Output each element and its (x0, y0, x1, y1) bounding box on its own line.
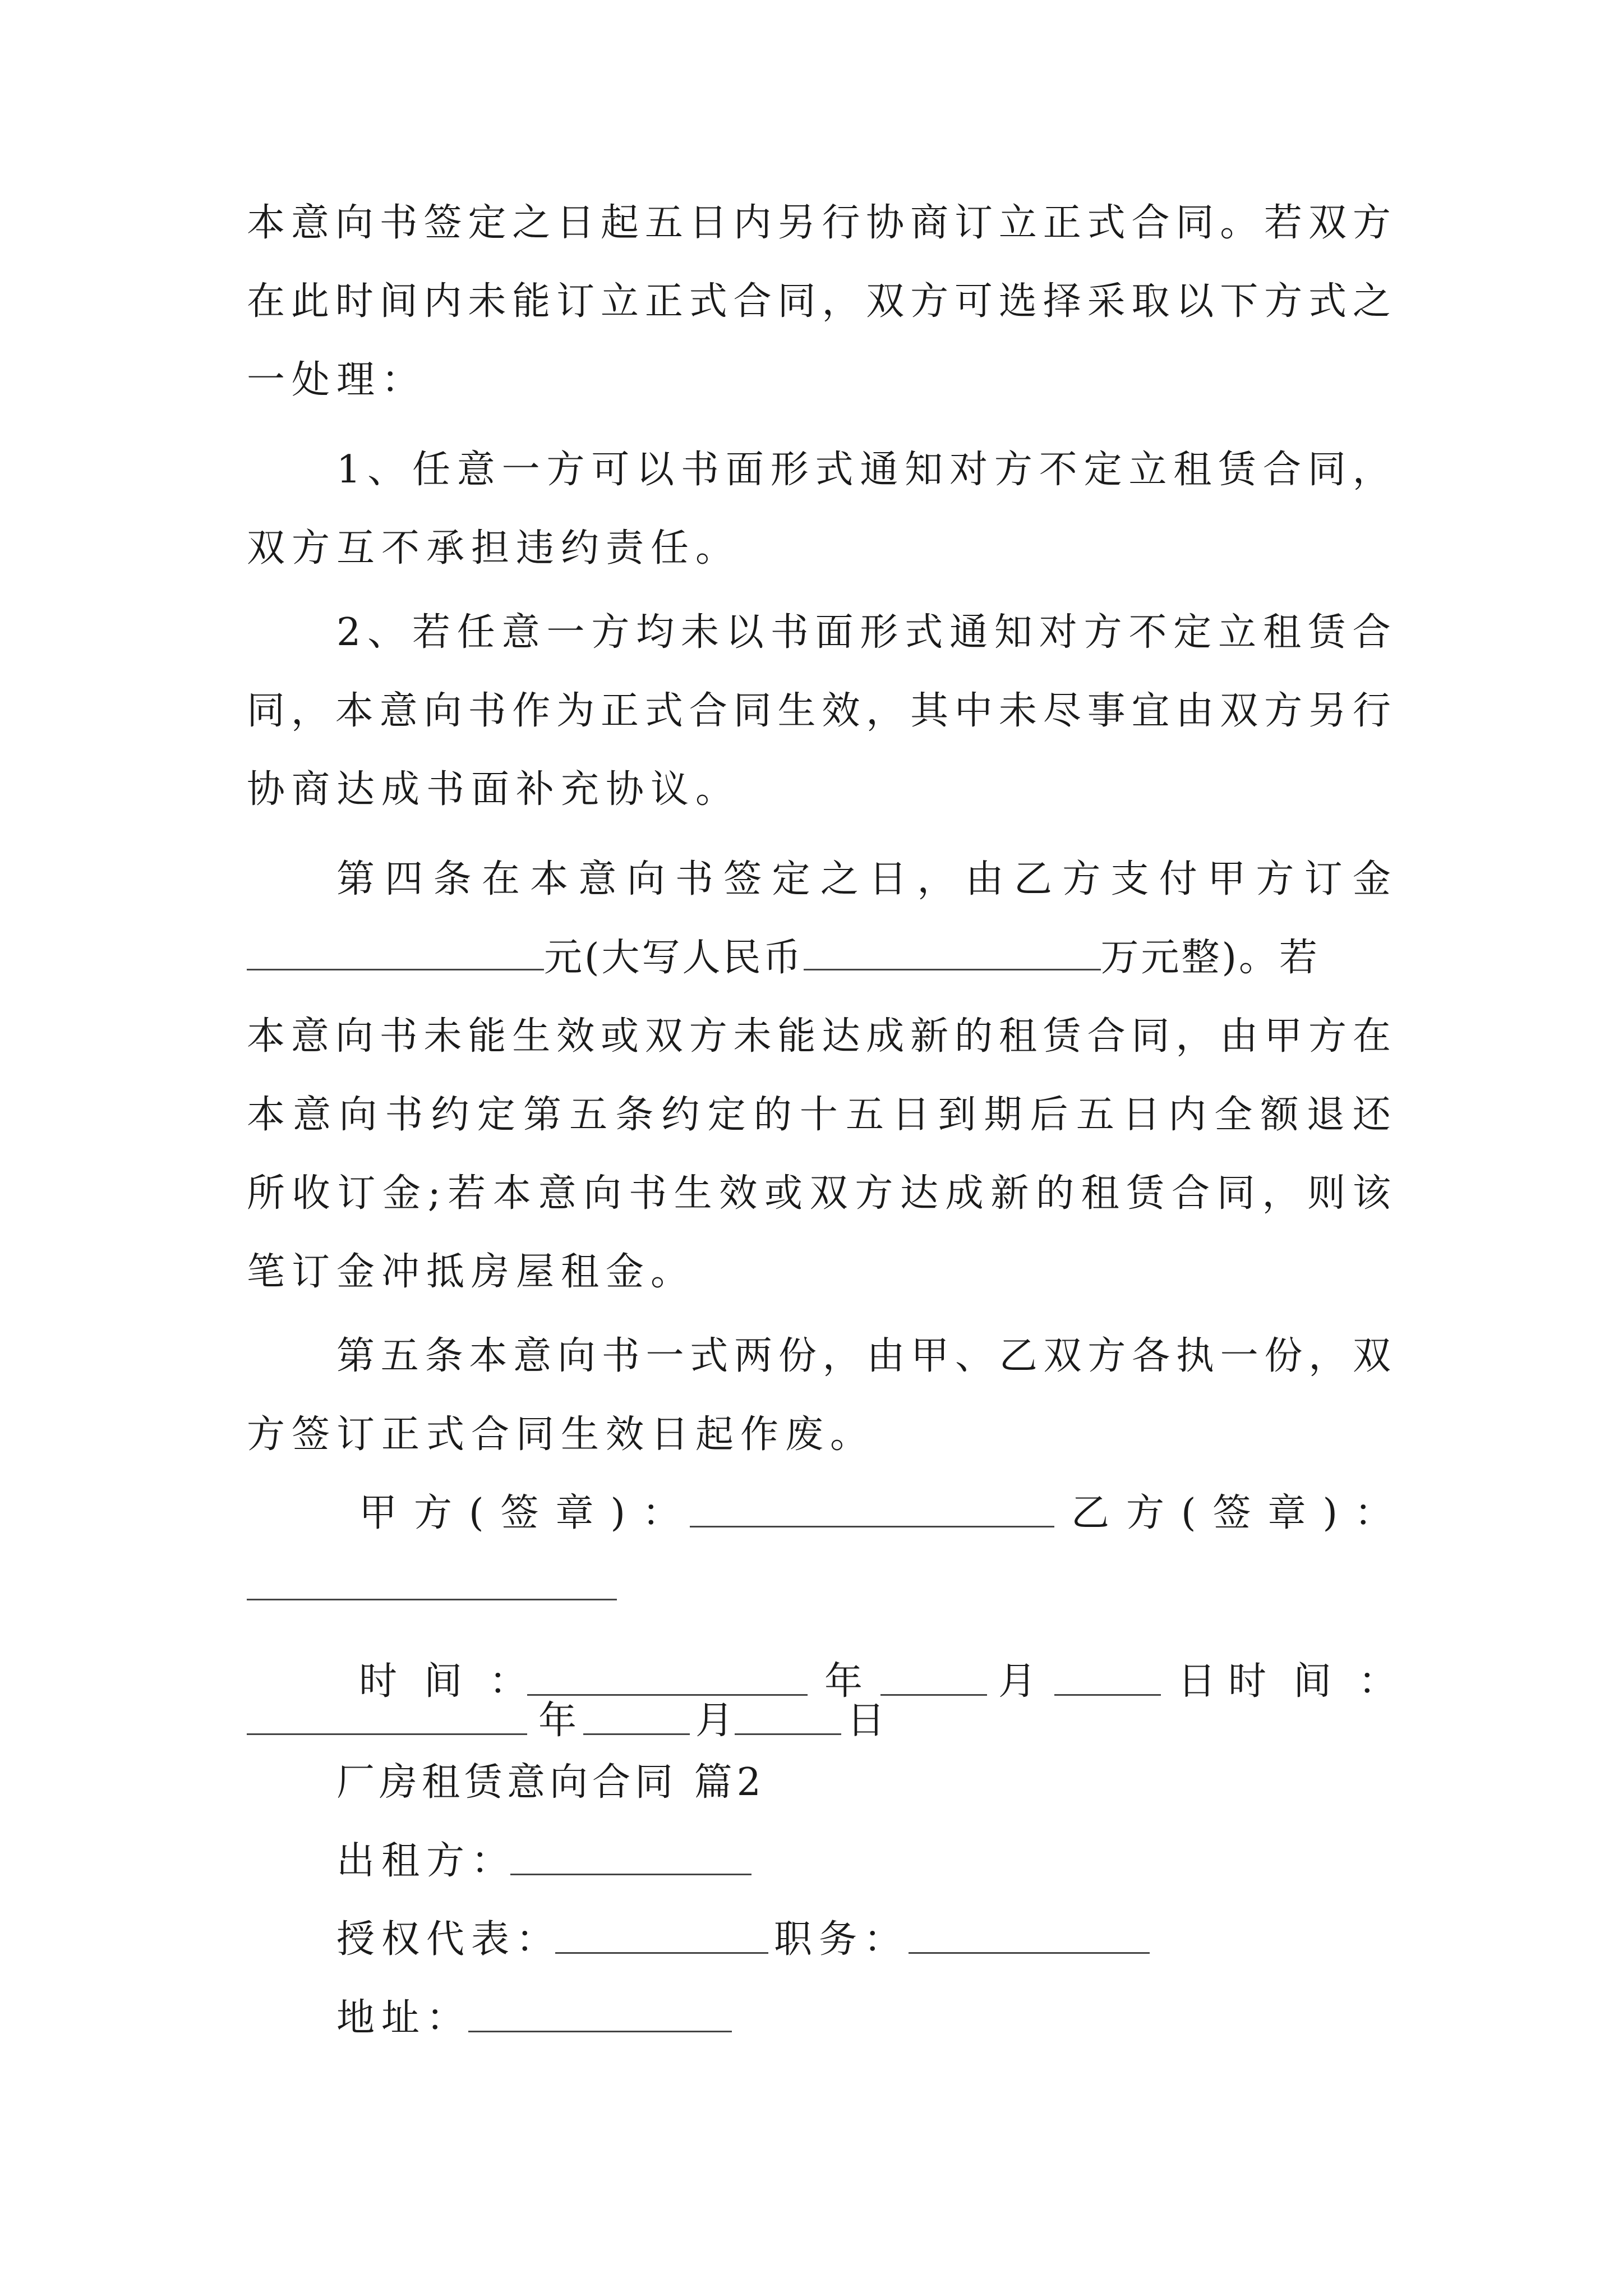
authorized-rep-label: 授权代表： (336, 1917, 561, 1962)
day-label: 日 (1178, 1659, 1223, 1704)
party-b-month-blank[interactable] (583, 1733, 690, 1735)
article-5-line: 第 五 条 本 意 向 书 一 式 两 份 ， 由 甲 、 乙 双 方 各 执 一 份 ， 双 (336, 1334, 1391, 1378)
position-blank[interactable] (909, 1952, 1150, 1954)
party-b-signature-blank[interactable] (247, 1599, 617, 1600)
lessor-blank[interactable] (510, 1874, 751, 1875)
party-a-signature-label: 甲方(签章)： (359, 1491, 698, 1535)
authorized-rep-blank[interactable] (555, 1952, 768, 1954)
lessor-label: 出租方： (336, 1839, 517, 1883)
article-4-line: 本 意 向 书 约 定 第 五 条 约 定 的 十 五 日 到 期 后 五 日 内 全 额 退 还 (247, 1093, 1391, 1137)
party-a-time-label: 时间： (359, 1659, 555, 1704)
year-label: 年 (538, 1699, 584, 1743)
list-item-1-line: 双方互不承担违约责任。 (247, 526, 741, 570)
position-label: 职务： (774, 1917, 909, 1962)
list-item-1-line: 1 、 任 意 一 方 可 以 书 面 形 式 通 知 对 方 不 定 立 租 赁 合 同 ， (336, 448, 1391, 492)
article-4-line: 笔订金冲抵房屋租金。 (247, 1250, 696, 1294)
article-4-line: 所 收 订 金 ; 若 本 意 向 书 生 效 或 双 方 达 成 新 的 租 赁 合 同 ， 则 该 (247, 1171, 1391, 1216)
year-label: 年 (824, 1659, 870, 1704)
month-label: 月 (695, 1699, 741, 1743)
party-a-signature-blank[interactable] (690, 1526, 1054, 1527)
party-b-year-blank[interactable] (247, 1733, 527, 1735)
deposit-uppercase-blank[interactable] (804, 932, 1101, 970)
day-label: 日 (847, 1699, 892, 1743)
article-4-line: 本 意 向 书 未 能 生 效 或 双 方 未 能 达 成 新 的 租 赁 合 同 ， 由 甲 方 在 (247, 1014, 1391, 1059)
paragraph-line: 在 此 时 间 内 未 能 订 立 正 式 合 同 ， 双 方 可 选 择 采 取 以 下 方 式 之 (247, 279, 1391, 324)
party-a-month-blank[interactable] (880, 1694, 987, 1696)
address-label: 地址： (336, 1996, 472, 2040)
list-item-2-line: 协商达成书面补充协议。 (247, 767, 741, 812)
article-5-line: 方签订正式合同生效日起作废。 (247, 1412, 875, 1457)
list-item-2-line: 同 ， 本 意 向 书 作 为 正 式 合 同 生 效 ， 其 中 未 尽 事 宜 由 双 方 另 行 (247, 689, 1391, 733)
party-b-time-label: 时间： (1228, 1659, 1424, 1704)
wan-label: 万元整)。若 (1100, 936, 1320, 980)
yuan-label: 元(大写人民币 (544, 936, 804, 980)
article-4-amount-line (247, 931, 1391, 985)
article-4-line: 第 四 条 在 本 意 向 书 签 定 之 日 ， 由 乙 方 支 付 甲 方 订 金 (336, 857, 1391, 901)
party-b-signature-label: 乙方(签章)： (1071, 1491, 1410, 1535)
list-item-2-line: 2 、 若 任 意 一 方 均 未 以 书 面 形 式 通 知 对 方 不 定 立 租 赁 合 (336, 610, 1391, 655)
address-blank[interactable] (468, 2031, 732, 2032)
section-heading: 厂房租赁意向合同 篇2 (336, 1760, 766, 1805)
deposit-amount-blank[interactable] (247, 932, 544, 970)
month-label: 月 (998, 1659, 1044, 1704)
party-a-day-blank[interactable] (1054, 1694, 1161, 1696)
party-b-day-blank[interactable] (735, 1733, 841, 1735)
paragraph-line: 一处理： (247, 358, 427, 402)
paragraph-line: 本 意 向 书 签 定 之 日 起 五 日 内 另 行 协 商 订 立 正 式 合 同 。 若 双 方 (247, 201, 1391, 245)
